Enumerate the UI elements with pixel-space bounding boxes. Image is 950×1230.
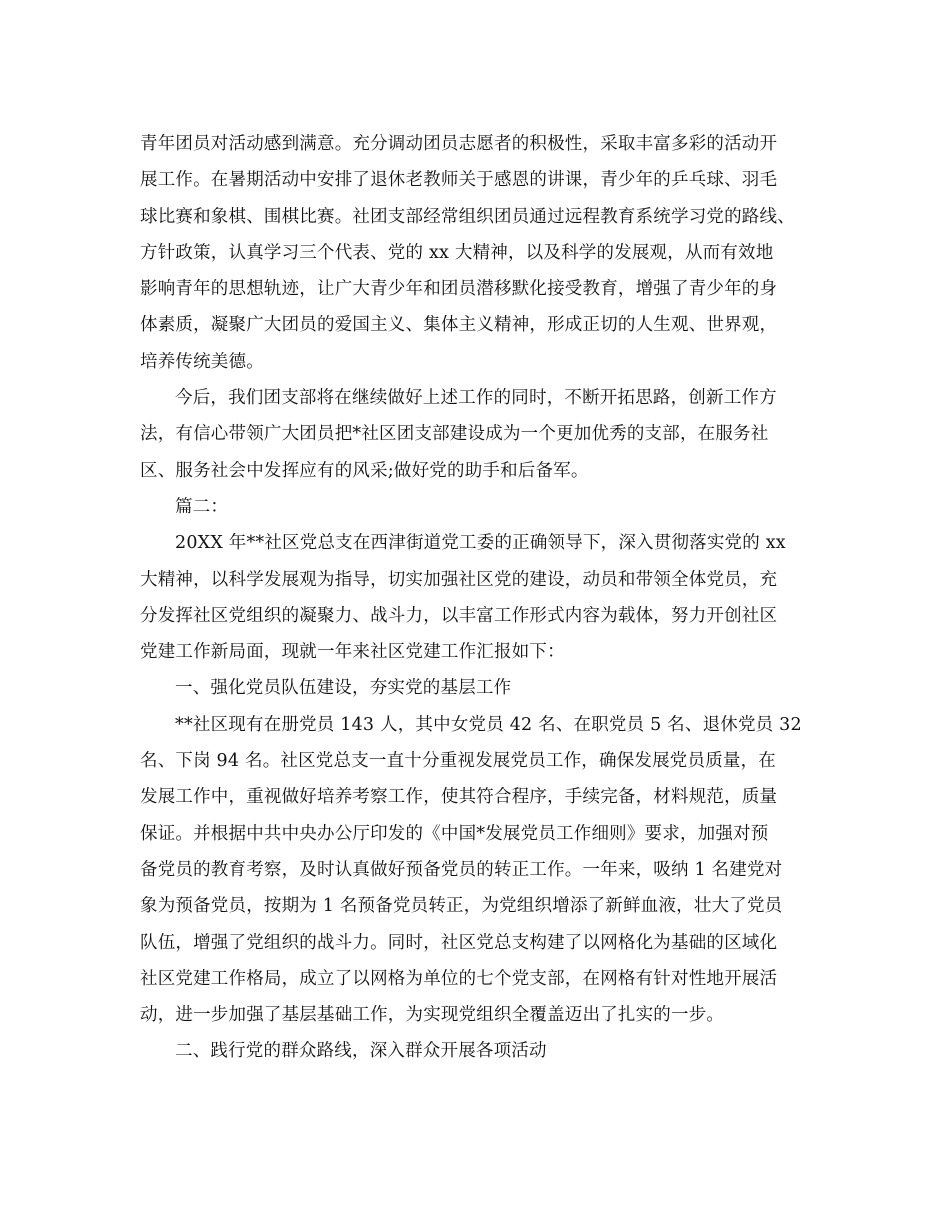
- text-line: 大精神，以科学发展观为指导，切实加强社区党的建设，动员和带领全体党员，充: [140, 569, 778, 590]
- text-line: 区、服务社会中发挥应有的风采;做好党的助手和后备军。: [140, 460, 589, 481]
- text-line: 今后，我们团支部将在继续做好上述工作的同时，不断开拓思路，创新工作方: [175, 388, 777, 409]
- section-heading: 篇二：: [175, 496, 229, 517]
- text-line: 名、下岗 94 名。社区党总支一直十分重视发展党员工作，确保发展党员质量，在: [140, 751, 776, 772]
- text-line: 发展工作中，重视做好培养考察工作，使其符合程序，手续完备，材料规范，质量: [140, 787, 778, 808]
- text-line: 象为预备党员，按期为 1 名预备党员转正，为党组织增添了新鲜血液，壮大了党员: [140, 896, 783, 917]
- text-line: **社区现有在册党员 143 人，其中女党员 42 名、在职党员 5 名、退休党员 32: [175, 714, 802, 735]
- text-line: 社区党建工作格局，成立了以网格为单位的七个党支部，在网格有针对性地开展活: [140, 968, 778, 989]
- text-line: 备党员的教育考察，及时认真做好预备党员的转正工作。一年来，吸纳 1 名建党对: [140, 859, 783, 880]
- document-page: [140, 126, 820, 1070]
- text-line: 方针政策，认真学习三个代表、党的 xx 大精神，以及科学的发展观，从而有效地: [140, 242, 774, 263]
- text-line: 展工作。在暑期活动中安排了退休老教师关于感恩的讲课，青少年的乒乓球、羽毛: [140, 170, 778, 191]
- section-heading: 二、践行党的群众路线，深入群众开展各项活动: [175, 1041, 547, 1062]
- text-line: 动，进一步加强了基层基础工作，为实现党组织全覆盖迈出了扎实的一步。: [140, 1005, 725, 1026]
- text-line: 影响青年的思想轨迹，让广大青少年和团员潜移默化接受教育，增强了青少年的身: [140, 279, 778, 300]
- text-line: 分发挥社区党组织的凝聚力、战斗力，以丰富工作形式内容为载体，努力开创社区: [140, 605, 778, 626]
- text-line: 队伍，增强了党组织的战斗力。同时，社区党总支构建了以网格化为基础的区域化: [140, 932, 778, 953]
- section-heading: 一、强化党员队伍建设，夯实党的基层工作: [175, 678, 512, 699]
- text-line: 培养传统美德。: [140, 351, 264, 372]
- text-line: 保证。并根据中共中央办公厅印发的《中国*发展党员工作细则》要求，加强对预: [140, 823, 769, 844]
- text-line: 体素质，凝聚广大团员的爱国主义、集体主义精神，形成正切的人生观、世界观，: [140, 315, 778, 336]
- text-line: 党建工作新局面，现就一年来社区党建工作汇报如下：: [140, 642, 565, 663]
- text-line: 法，有信心带领广大团员把*社区团支部建设成为一个更加优秀的支部，在服务社: [140, 424, 769, 445]
- text-line: 球比赛和象棋、围棋比赛。社团支部经常组织团员通过远程教育系统学习党的路线、: [140, 206, 795, 227]
- text-line: 20XX 年**社区党总支在西津街道党工委的正确领导下，深入贯彻落实党的 xx: [175, 533, 786, 554]
- text-line: 青年团员对活动感到满意。充分调动团员志愿者的积极性，采取丰富多彩的活动开: [140, 134, 778, 154]
